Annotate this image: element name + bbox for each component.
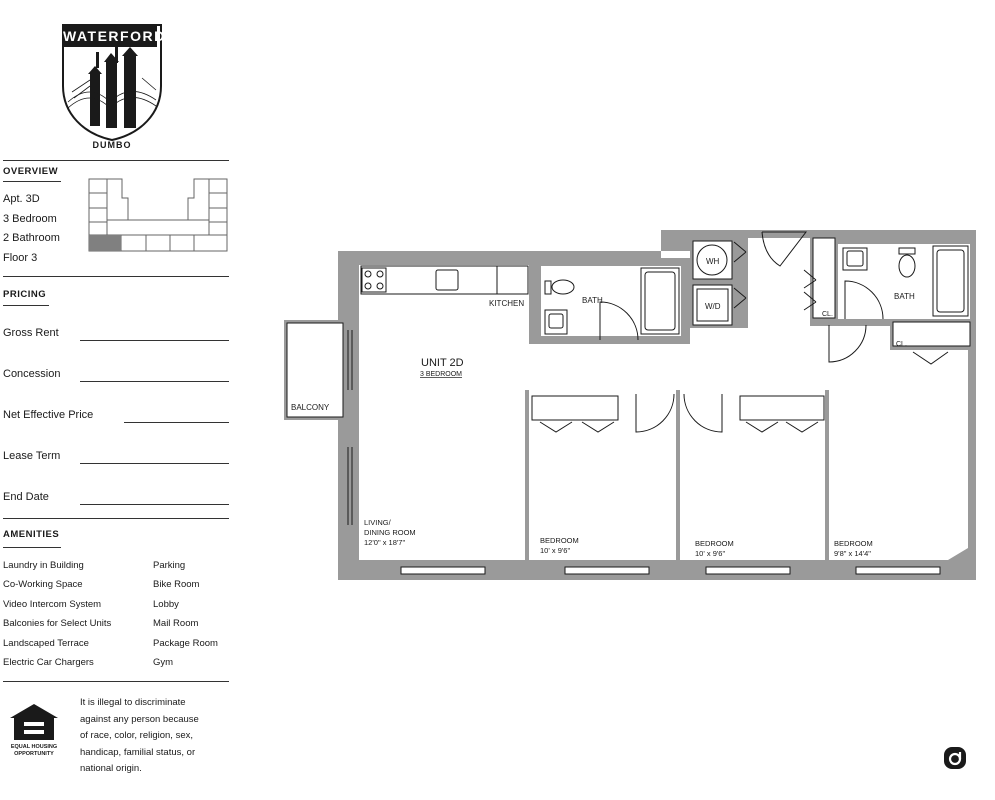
bath1-label: BATH xyxy=(582,296,603,305)
divider xyxy=(3,160,229,161)
balcony-label: BALCONY xyxy=(291,403,330,412)
unit-label: UNIT 2D xyxy=(421,357,464,369)
amenity-item: Gym xyxy=(153,657,174,668)
kitchen-label: KITCHEN xyxy=(489,299,525,308)
water-heater-label: WH xyxy=(706,257,720,266)
amenities-title: AMENITIES xyxy=(3,529,60,540)
apartment-number: Apt. 3D xyxy=(3,193,40,205)
concession-label: Concession xyxy=(3,368,61,380)
amenity-item: Electric Car Chargers xyxy=(3,657,94,668)
equal-housing-icon xyxy=(4,702,64,742)
closet2-label: CL. xyxy=(896,341,907,348)
living-label-line2: DINING ROOM xyxy=(364,528,416,537)
bath1-room xyxy=(541,266,681,336)
disclaimer-line: national origin. xyxy=(80,763,142,774)
overview-underline xyxy=(3,181,61,182)
bedroom2-dimensions: 10' x 9'6" xyxy=(695,549,726,558)
amenity-item: Co-Working Space xyxy=(3,579,83,590)
amenity-item: Landscaped Terrace xyxy=(3,638,89,649)
net-effective-price-field[interactable] xyxy=(124,422,229,423)
washer-dryer-label: W/D xyxy=(705,302,721,311)
amenity-item: Mail Room xyxy=(153,618,199,629)
sidebar xyxy=(0,0,232,800)
amenity-item: Package Room xyxy=(153,638,218,649)
highlighted-unit xyxy=(89,235,121,251)
disclaimer-line: of race, color, religion, sex, xyxy=(80,730,193,741)
living-dimensions: 12'0" x 18'7" xyxy=(364,538,406,547)
living-label-line1: LIVING/ xyxy=(364,518,391,527)
equal-housing-line1: EQUAL HOUSING xyxy=(10,744,58,750)
pricing-title: PRICING xyxy=(3,289,47,300)
amenity-item: Balconies for Select Units xyxy=(3,618,112,629)
overview-title: OVERVIEW xyxy=(3,166,59,177)
amenity-item: Video Intercom System xyxy=(3,599,102,610)
lease-term-label: Lease Term xyxy=(3,450,61,462)
gross-rent-field[interactable] xyxy=(80,340,229,341)
amenity-item: Lobby xyxy=(153,599,179,610)
waterford-logo xyxy=(60,22,164,154)
amenity-item: Parking xyxy=(153,560,186,571)
disclaimer-line: handicap, familial status, or xyxy=(80,746,196,758)
brand-neighborhood: DUMBO xyxy=(92,140,132,150)
fair-housing-disclaimer xyxy=(80,695,228,778)
divider xyxy=(3,518,229,519)
bedroom1-dimensions: 10' x 9'6" xyxy=(540,546,571,555)
equal-housing-line2: OPPORTUNITY xyxy=(14,751,54,757)
bedroom-count: 3 Bedroom xyxy=(3,213,57,225)
end-date-row xyxy=(3,491,229,507)
net-effective-price-label: Net Effective Price xyxy=(3,409,94,421)
brand-name: WATERFORD xyxy=(63,25,157,47)
concession-field[interactable] xyxy=(80,381,229,382)
bedroom1-label: BEDROOM xyxy=(540,536,579,545)
floor-number: Floor 3 xyxy=(3,252,38,264)
amenities-underline xyxy=(3,547,61,548)
net-effective-price-row xyxy=(3,409,229,425)
end-date-field[interactable] xyxy=(80,504,229,505)
end-date-label: End Date xyxy=(3,491,49,503)
amenity-item: Laundry in Building xyxy=(3,560,84,571)
disclaimer-line: against any person because xyxy=(80,713,199,725)
bedroom3-dimensions: 9'8" x 14'4" xyxy=(834,549,871,558)
bathroom-count: 2 Bathroom xyxy=(3,232,60,244)
unit-bedroom-label: 3 BEDROOM xyxy=(420,371,463,378)
concession-row xyxy=(3,368,229,384)
divider xyxy=(3,681,229,682)
bath2-label: BATH xyxy=(894,292,915,301)
gross-rent-row xyxy=(3,327,229,343)
gross-rent-label: Gross Rent xyxy=(3,327,59,339)
lease-term-row xyxy=(3,450,229,466)
disclaimer-line: It is illegal to discriminate xyxy=(80,697,186,708)
amenity-item: Bike Room xyxy=(153,579,200,590)
divider xyxy=(3,276,229,277)
floor-plan xyxy=(280,225,980,585)
equal-housing-logo xyxy=(4,702,64,757)
lease-term-field[interactable] xyxy=(80,463,229,464)
closet1-label: CL. xyxy=(822,311,833,318)
pricing-underline xyxy=(3,305,49,306)
building-key-plan xyxy=(88,178,228,252)
bedroom3-label: BEDROOM xyxy=(834,539,873,548)
bedroom2-label: BEDROOM xyxy=(695,539,734,548)
brand-mark-icon xyxy=(943,746,967,770)
